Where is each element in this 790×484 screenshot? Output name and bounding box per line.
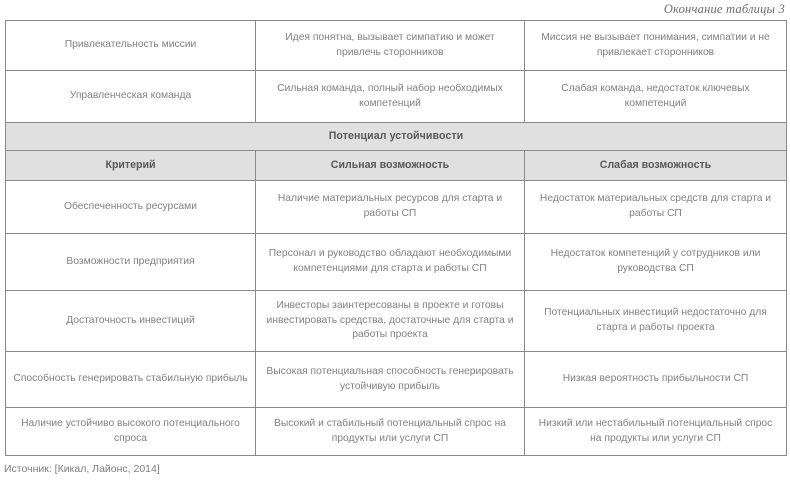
cell-criterion: Достаточность инвестиций: [6, 291, 256, 352]
running-head: Окончание таблицы 3: [663, 2, 785, 16]
cell-strong: Наличие материальных ресурсов для старта и работы СП: [256, 181, 525, 234]
column-header-strong: Сильная возможность: [256, 151, 525, 181]
table-container: [5, 20, 786, 456]
table-row: [6, 234, 787, 291]
cell-weak: Низкий или нестабильный потенциальный спрос на продукты или услуги СП: [525, 408, 787, 456]
table-row: [6, 408, 787, 456]
cell-strong: Инвесторы заинтересованы в проекте и готовы инвестировать средства, достаточные для старта и работы проекта: [256, 291, 525, 352]
column-header-criterion: Критерий: [6, 151, 256, 181]
source-note: Источник: [Кикал, Лайонс, 2014]: [4, 463, 160, 475]
table-row: [6, 71, 787, 123]
cell-weak: Недостаток компетенций у сотрудников или руководства СП: [525, 234, 787, 291]
cell-weak: Потенциальных инвестиций недостаточно для старта и работы проекта: [525, 291, 787, 352]
table-row: [6, 291, 787, 352]
cell-strong: Идея понятна, вызывает симпатию и может привлечь сторонников: [256, 21, 525, 71]
cell-criterion: Обеспеченность ресурсами: [6, 181, 256, 234]
cell-strong: Высокий и стабильный потенциальный спрос на продукты или услуги СП: [256, 408, 525, 456]
cell-weak: Миссия не вызывает понимания, симпатии и не привлекает сторонников: [525, 21, 787, 71]
cell-criterion: Наличие устойчиво высокого потенциального спроса: [6, 408, 256, 456]
cell-weak: Слабая команда, недостаток ключевых компетенций: [525, 71, 787, 123]
table-row: [6, 21, 787, 71]
cell-criterion: Привлекательность миссии: [6, 21, 256, 71]
cell-strong: Высокая потенциальная способность генерировать устойчивую прибыль: [256, 352, 525, 408]
section-title: Потенциал устойчивости: [6, 123, 787, 151]
cell-criterion: Управленческая команда: [6, 71, 256, 123]
criteria-table: [5, 20, 787, 456]
cell-strong: Сильная команда, полный набор необходимых компетенций: [256, 71, 525, 123]
cell-strong: Персонал и руководство обладают необходимыми компетенциями для старта и работы СП: [256, 234, 525, 291]
table-row: [6, 181, 787, 234]
cell-criterion: Способность генерировать стабильную прибыль: [6, 352, 256, 408]
cell-weak: Недостаток материальных средств для старта и работы СП: [525, 181, 787, 234]
cell-weak: Низкая вероятность прибыльности СП: [525, 352, 787, 408]
table-column-header-row: [6, 151, 787, 181]
table-row: [6, 352, 787, 408]
cell-criterion: Возможности предприятия: [6, 234, 256, 291]
column-header-weak: Слабая возможность: [525, 151, 787, 181]
table-section-header-row: [6, 123, 787, 151]
